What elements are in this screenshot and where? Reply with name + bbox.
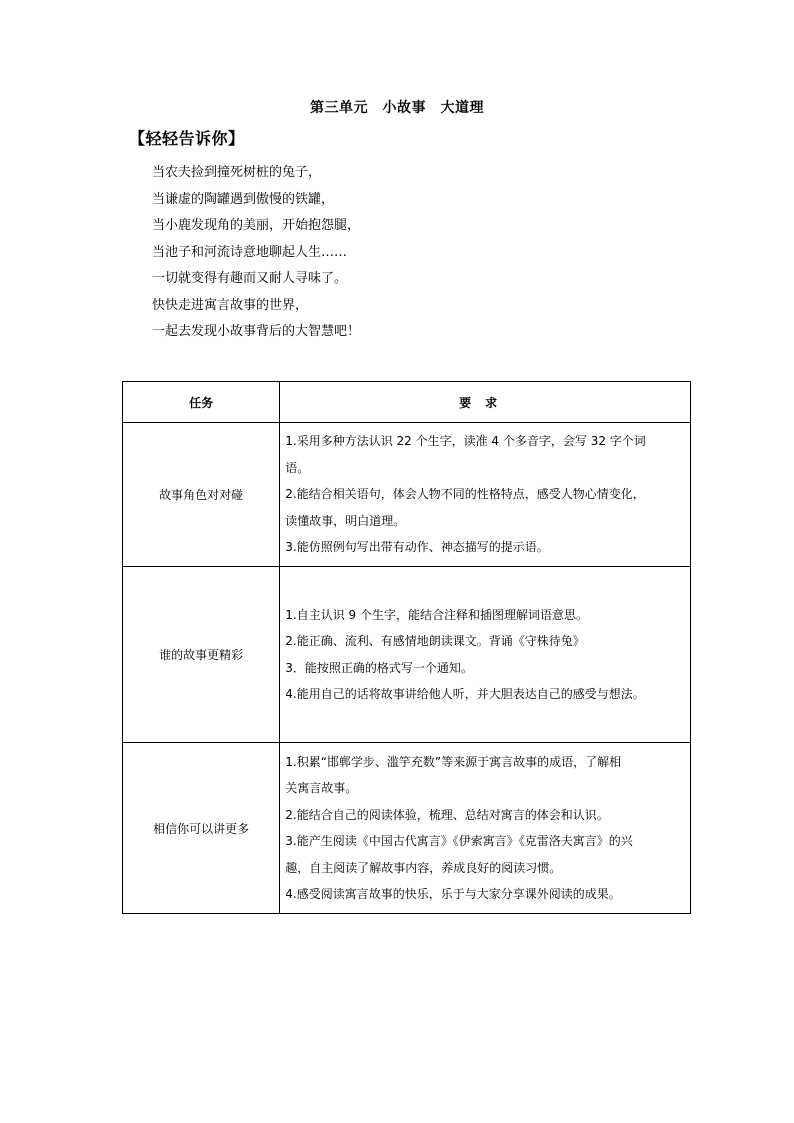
task-table <box>122 381 691 914</box>
requirements-cell <box>280 743 691 914</box>
requirement-line: 4.能用自己的话将故事讲给他人听，并大胆表达自己的感受与想法。 <box>285 687 645 701</box>
poem-line: 一切就变得有趣而又耐人寻味了。 <box>152 271 348 286</box>
requirement-line: 1.积累“邯郸学步、滥竽充数”等来源于寓言故事的成语，了解相 <box>285 754 622 769</box>
requirement-line: 读懂故事，明白道理。 <box>285 513 406 528</box>
requirement-line: 3．能按照正确的格式写一个通知。 <box>285 660 473 675</box>
poem-line: 当谦虚的陶罐遇到傲慢的铁罐， <box>152 191 335 207</box>
task-name: 故事角色对对碰 <box>123 423 280 567</box>
requirement-line: 3.能产生阅读《中国古代寓言》《伊索寓言》《克雷洛夫寓言》的兴 <box>285 834 633 848</box>
task-name: 相信你可以讲更多 <box>123 743 280 914</box>
requirement-line: 2.能结合相关语句，体会人物不同的性格特点，感受人物心情变化， <box>285 487 645 502</box>
page-title: 第三单元 小故事 大道理 <box>310 100 484 116</box>
header-requirements: 要求 <box>280 382 691 423</box>
requirement-line: 1.自主认识 9 个生字，能结合注释和插图理解词语意思。 <box>285 607 588 622</box>
poem-line: 当小鹿发现角的美丽，开始抱怨腿， <box>152 218 361 233</box>
poem-line: 一起去发现小故事背后的大智慧吧！ <box>152 324 361 339</box>
table-header-row <box>123 382 691 423</box>
requirement-line: 关寓言故事。 <box>285 781 358 795</box>
requirement-line: 语。 <box>285 460 310 475</box>
requirement-line: 1.采用多种方法认识 22 个生字，读准 4 个多音字，会写 32 字个词 <box>285 434 646 449</box>
requirement-line: 4.感受阅读寓言故事的快乐，乐于与大家分享课外阅读的成果。 <box>285 887 621 901</box>
requirement-line: 2.能结合自己的阅读体验，梳理、总结对寓言的体会和认识。 <box>285 807 609 822</box>
requirements-cell <box>280 567 691 743</box>
requirement-line: 2.能正确、流利、有感情地朗读课文。背诵《守株待兔》 <box>285 634 585 648</box>
header-task: 任务 <box>123 382 280 423</box>
requirements-cell <box>280 423 691 567</box>
poem-line: 快快走进寓言故事的世界， <box>152 297 309 313</box>
intro-poem <box>152 160 360 346</box>
poem-line: 当农夫捡到撞死树桩的兔子， <box>152 165 322 180</box>
requirement-line: 3.能仿照例句写出带有动作、神态描写的提示语。 <box>285 540 549 555</box>
table-row <box>123 743 691 914</box>
section-heading: 【轻轻告诉你】 <box>129 129 245 148</box>
poem-line: 当池子和河流诗意地聊起人生…… <box>152 244 348 260</box>
table-row <box>123 567 691 743</box>
task-name: 谁的故事更精彩 <box>123 567 280 743</box>
table-row <box>123 423 691 567</box>
requirement-line: 趣，自主阅读了解故事内容，养成良好的阅读习惯。 <box>285 860 562 875</box>
